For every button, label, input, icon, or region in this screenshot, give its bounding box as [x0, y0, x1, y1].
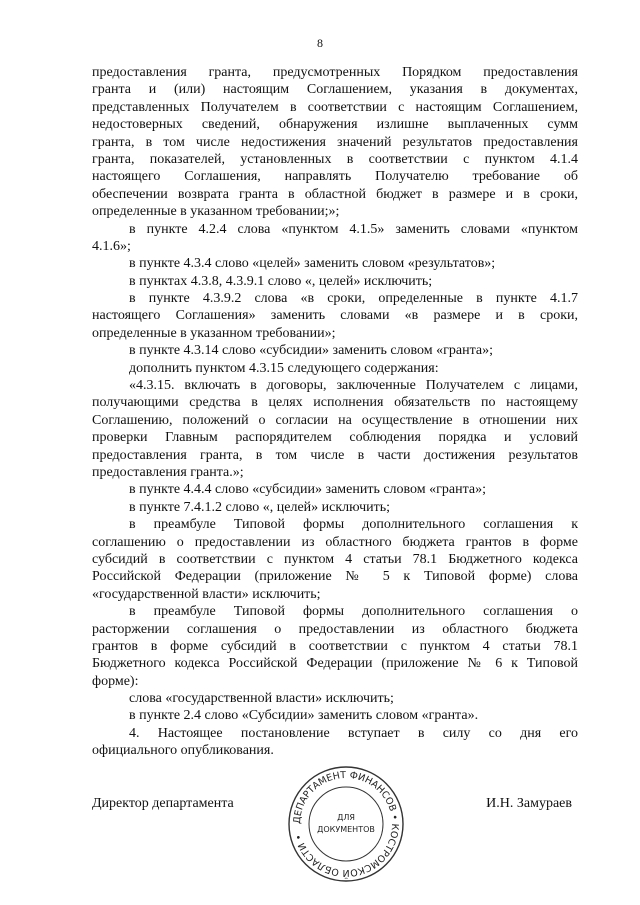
text-line: Российской Федерации (приложение № 5 к Типовой форме) слова — [92, 569, 578, 585]
text-line: настоящего Соглашения, направлять Получателю требование об — [92, 169, 578, 185]
text-line: предоставления гранта, предусмотренных Порядком предоставления — [92, 65, 578, 80]
text-line: обеспечении возврата гранта в областной бюджет в размере и в сроки, — [92, 186, 578, 202]
text-line: в преамбуле Типовой формы дополнительного соглашения к — [129, 517, 578, 533]
official-stamp — [286, 764, 406, 884]
text-line: определенные в указанном требовании;»; — [92, 204, 340, 220]
page-number: 8 — [317, 36, 323, 50]
text-line: в пункте 4.2.4 слова «пунктом 4.1.5» заменить словами «пунктом — [129, 221, 578, 237]
text-line: официального опубликования. — [92, 743, 274, 759]
stamp-inner-line2: ДОКУМЕНТОВ — [317, 825, 375, 834]
stamp-outer-ring — [289, 767, 403, 881]
text-line: недостоверных сведений, обнаружения излишне выплаченных сумм — [92, 117, 578, 133]
text-line: расторжении соглашения о предоставлении из областного бюджета — [92, 621, 578, 637]
stamp-outer-text: ДЕПАРТАМЕНТ ФИНАНСОВ • КОСТРОМСКОЙ ОБЛАСТИ • — [291, 769, 401, 879]
text-line: «государственной власти» исключить; — [92, 586, 321, 602]
text-line: в пункте 2.4 слово «Субсидии» заменить словом «гранта». — [129, 708, 479, 724]
document-body — [92, 64, 578, 760]
signatory-name: И.Н. Замураев — [486, 796, 572, 811]
stamp-inner-ring — [309, 787, 383, 861]
text-line: предоставления гранта, в том числе в части достижения результатов — [92, 447, 578, 463]
stamp-inner-line1: ДЛЯ — [337, 813, 355, 822]
text-line: Бюджетного кодекса Российской Федерации (приложение № 6 к Типовой — [92, 656, 578, 672]
text-line: проверки Главным распорядителем соблюдения порядка и условий — [92, 430, 578, 446]
text-line: 4. Настоящее постановление вступает в силу со дня его — [129, 725, 578, 741]
text-line: в преамбуле Типовой формы дополнительного соглашения о — [129, 604, 578, 620]
text-line: настоящего Соглашения» заменить словами «в размере и в сроки, — [92, 308, 578, 324]
text-line: в пункте 4.4.4 слово «субсидии» заменить словом «гранта»; — [129, 482, 486, 498]
text-line: в пункте 4.3.14 слово «субсидии» заменить словом «гранта»; — [129, 343, 493, 359]
text-line: Соглашению, положений о согласии на осуществление в отношении них — [92, 412, 578, 428]
text-line: дополнить пунктом 4.3.15 следующего содержания: — [129, 360, 439, 376]
text-line: гранта и (или) настоящим Соглашением, указания в документах, — [92, 82, 578, 98]
text-line: в пункте 4.3.9.2 слова «в сроки, определенные в пункте 4.1.7 — [129, 291, 578, 307]
text-line: форме): — [92, 673, 139, 689]
text-line: в пункте 4.3.4 слово «целей» заменить словом «результатов»; — [129, 256, 496, 272]
text-line: гранта, показателей, установленных в соответствии с пунктом 4.1.4 — [92, 151, 578, 167]
text-line: грантов в форме субсидий в соответствии с пунктом 4 статьи 78.1 — [92, 638, 578, 654]
text-line: «4.3.15. включать в договоры, заключенные Получателем с лицами, — [129, 378, 578, 394]
text-line: получающими средства в целях исполнения обязательств по настоящему — [92, 395, 578, 411]
text-line: гранта, в том числе недостижения значений результатов предоставления — [92, 134, 578, 150]
signatory-position: Директор департамента — [92, 796, 234, 811]
text-line: предоставления гранта.»; — [92, 464, 244, 480]
text-line: в пункте 7.4.1.2 слово «, целей» исключить; — [129, 499, 391, 515]
text-line: слова «государственной власти» исключить; — [129, 691, 394, 707]
text-line: 4.1.6»; — [92, 238, 131, 254]
text-line: в пунктах 4.3.8, 4.3.9.1 слово «, целей» исключить; — [129, 273, 433, 289]
text-line: представленных Получателем в соответствии с настоящим Соглашением, — [92, 99, 578, 115]
text-line: субсидий в соответствии с пунктом 4 статьи 78.1 Бюджетного кодекса — [92, 551, 578, 567]
text-line: определенные в указанном требовании»; — [92, 325, 336, 341]
text-line: соглашению о предоставлении из областного бюджета грантов в форме — [92, 534, 578, 550]
